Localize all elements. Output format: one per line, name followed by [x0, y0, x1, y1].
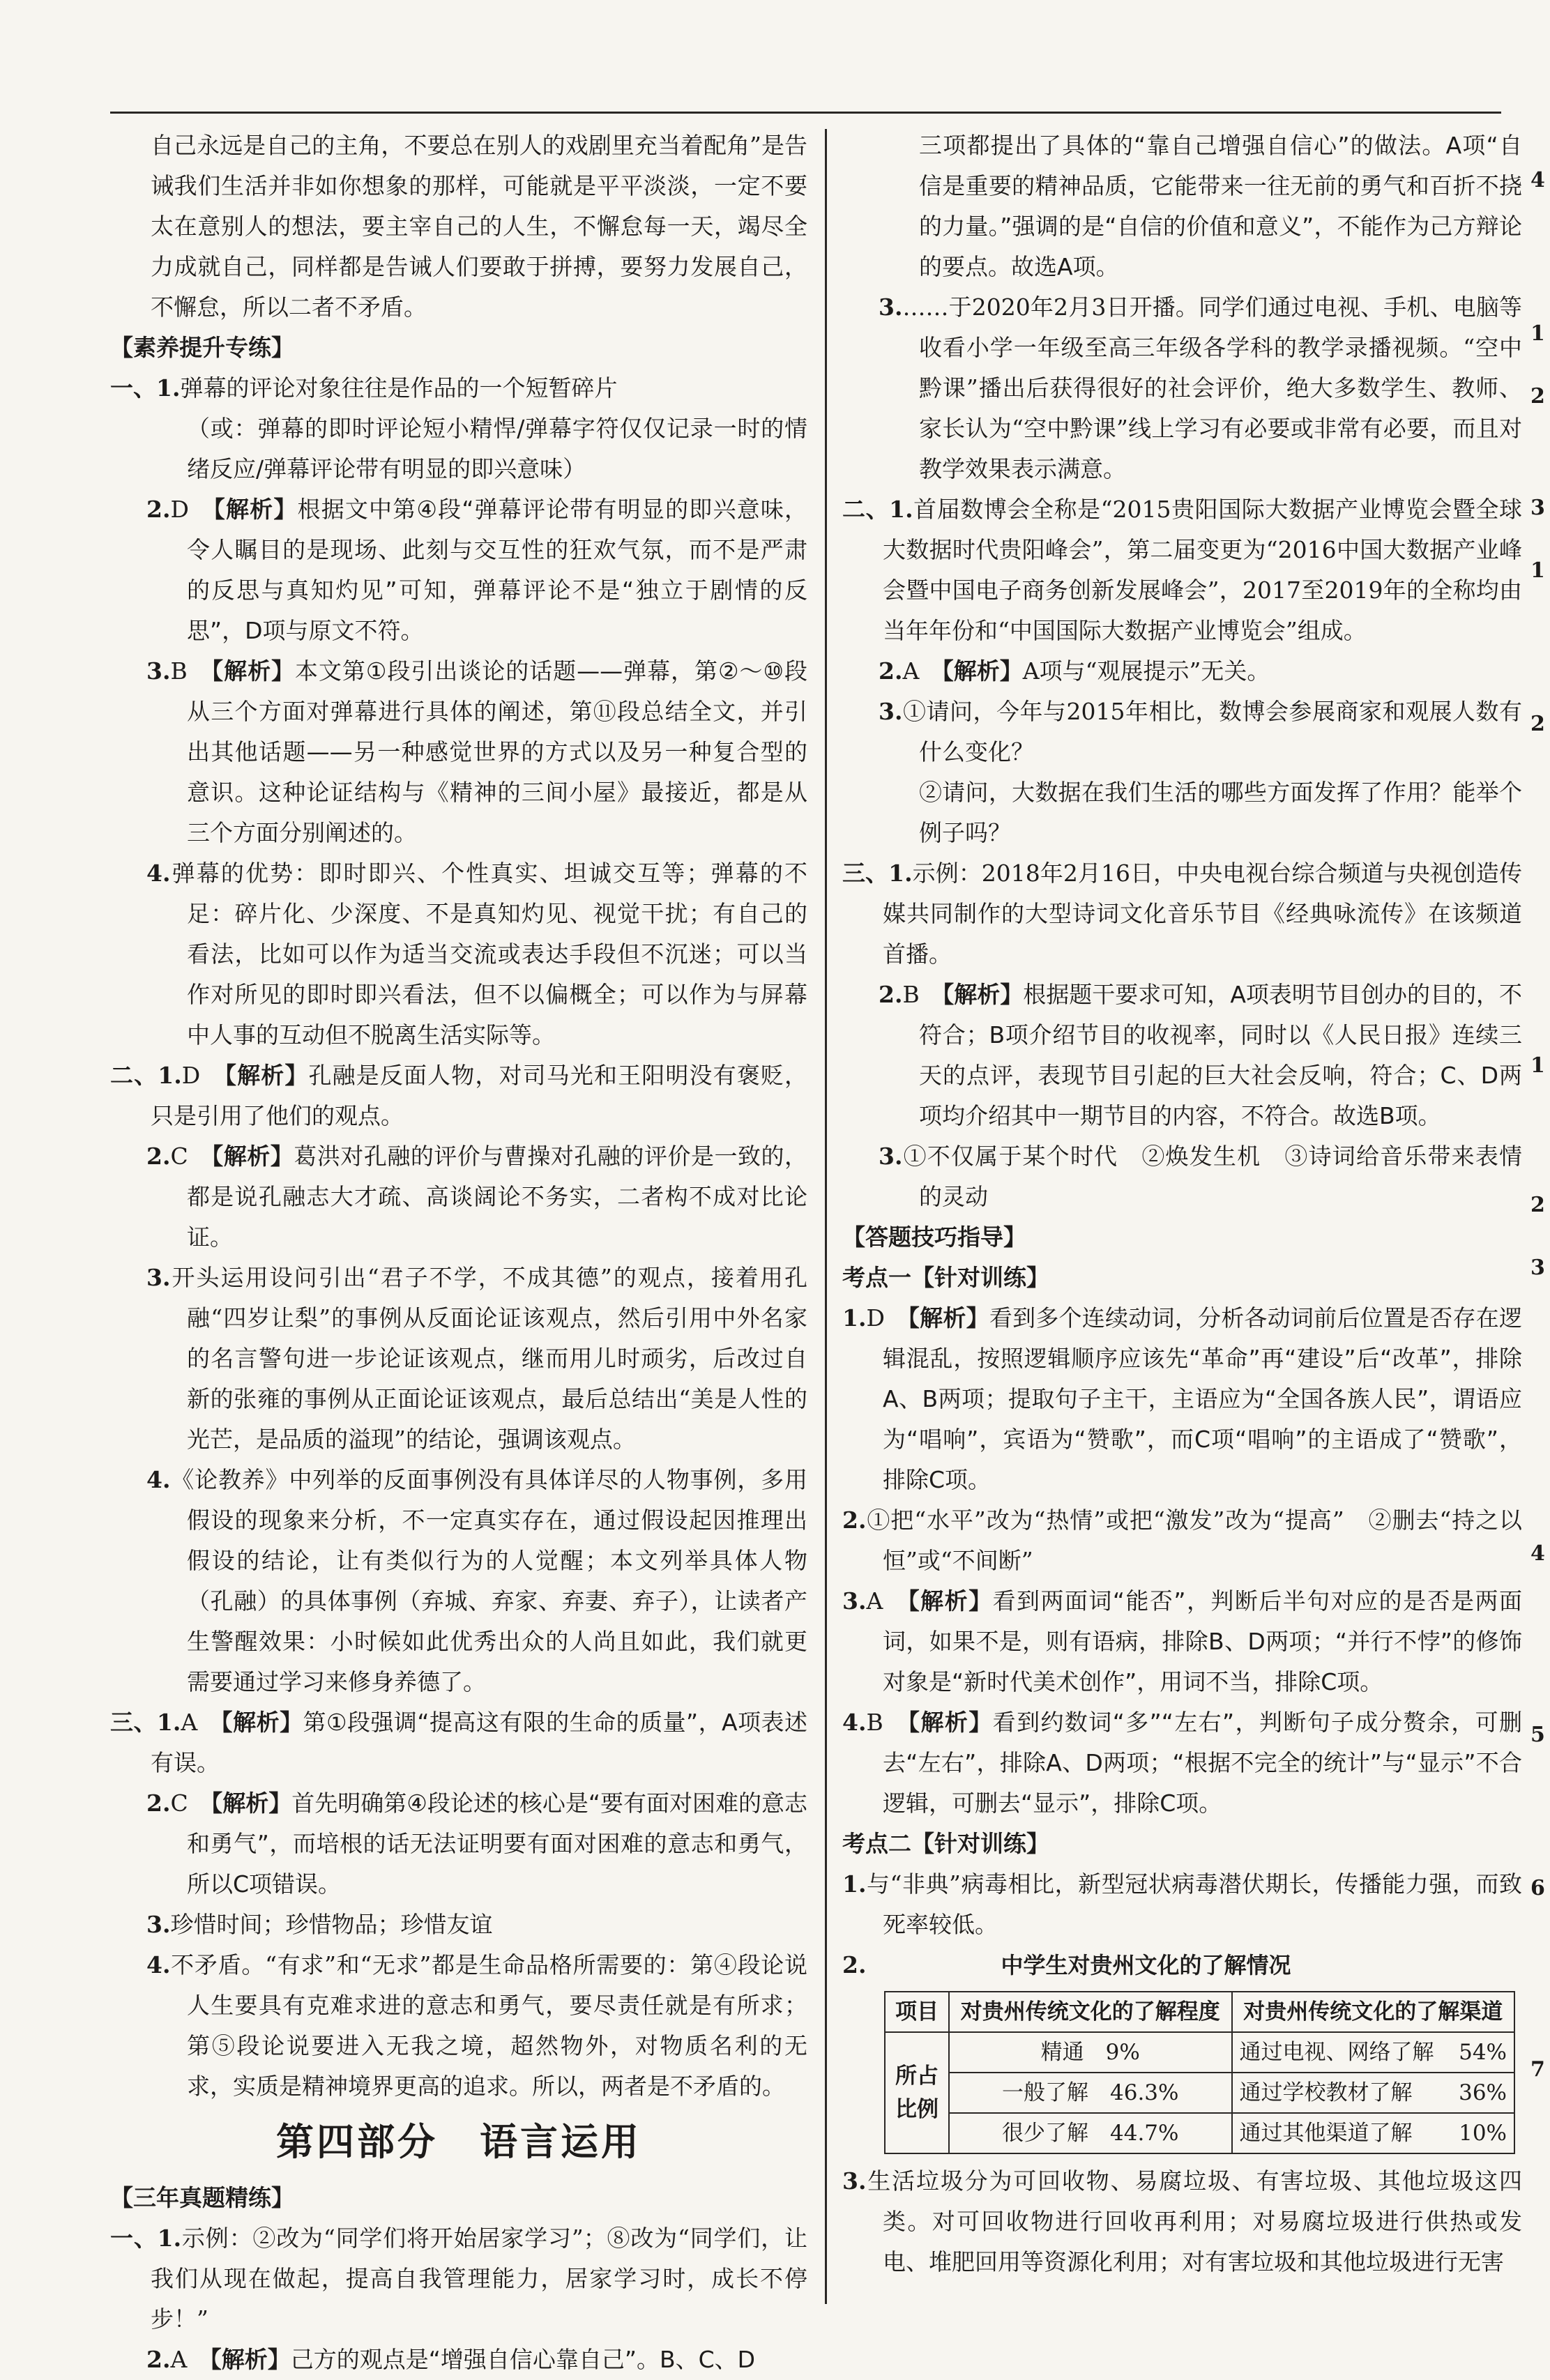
analysis-tag: 【解析】 [942, 657, 1023, 685]
column-divider [825, 129, 827, 2304]
answer-text: 自己永远是自己的主角，不要总在别人的戏剧里充当着配角”是告诫我们生活并非如你想象的那样，可能就是平平淡淡，一定不要太在意别人的想法，要主宰自己的人生，不懈怠每一天，竭尽全力成就自己，同样都是告诫人们要敢于拼搏，要努力发展自己，不懈怠，所以二者不矛盾。 [151, 132, 807, 321]
section-heading [110, 328, 807, 368]
right-column-tail [842, 2161, 1522, 2282]
answer-text: 本文第①段引出谈论的话题——弹幕，第②～⑩段从三个方面对弹幕进行具体的阐述，第⑪段总结全文，并引出其他话题——另一种感觉世界的方式以及另一种复合型的意识。这种论证结构与《精神的三间小屋》最接近，都是从三个方面分别阐述的。 [187, 657, 807, 846]
edge-mark: 7 [1530, 2057, 1545, 2082]
channel-label: 通过其他渠道了解 [1239, 2121, 1413, 2146]
answer-text: 【答题技巧指导】 [842, 1223, 1026, 1251]
answer-paragraph [110, 1460, 807, 1702]
answer-text: 【素养提升专练】 [110, 334, 294, 361]
answer-paragraph [842, 651, 1522, 692]
answer-paragraph [842, 975, 1522, 1136]
answer-paragraph [110, 1783, 807, 1905]
question-number: 二、1. [842, 496, 913, 523]
answer-paragraph [842, 772, 1522, 853]
section-heading [110, 2178, 807, 2218]
answer-paragraph [842, 2161, 1522, 2282]
analysis-tag: 【解析】 [210, 2346, 291, 2373]
answer-text: ……于2020年2月3日开播。同学们通过电视、手机、电脑等收看小学一年级至高三年级各学科的教学录播视频。“空中黔课”播出后获得很好的社会评价，绝大多数学生、教师、家长认为“空中黔课”线上学习有必要或非常有必要，而且对教学效果表示满意。 [902, 293, 1522, 482]
answer-text: 第①段强调“提高这有限的生命的质量”，A项表述有误。 [151, 1709, 808, 1776]
edge-mark: 3 [1530, 1256, 1545, 1280]
question-number: 1. [842, 1870, 867, 1898]
answer-paragraph [110, 1258, 807, 1460]
section-heading [842, 1824, 1522, 1864]
answer-text: 考点二【针对训练】 [842, 1830, 1049, 1857]
question-number: 3. [879, 293, 903, 321]
channel-value: 36% [1459, 2080, 1507, 2105]
answer-paragraph [842, 1298, 1522, 1500]
channel-value: 10% [1459, 2121, 1507, 2146]
answer-paragraph [842, 287, 1522, 489]
answer-text: A [170, 2346, 211, 2373]
table-title: 中学生对贵州文化的了解情况 [1001, 1952, 1291, 1978]
analysis-tag: 【解析】 [908, 1709, 993, 1736]
answer-text: B [902, 981, 943, 1008]
answer-text: A [902, 657, 943, 685]
answer-text: 弹幕的评论对象往往是作品的一个短暂碎片 [180, 374, 618, 402]
answer-text: 看到两面词“能否”，判断后半句对应的是否是两面词，如果不是，则有语病，排除B、D两项；“并行不悖”的修饰对象是“新时代美术创作”，用词不当，排除C项。 [883, 1587, 1522, 1695]
answer-text: 三项都提出了具体的“靠自己增强自信心”的做法。A项“自信是重要的精神品质，它能带来一往无前的勇气和百折不挠的力量。”强调的是“自信的价值和意义”，不能作为己方辩论的要点。故选A项。 [919, 132, 1522, 280]
question-number: 3. [146, 1264, 171, 1291]
answer-text: 考点一【针对训练】 [842, 1264, 1049, 1291]
edge-mark: 2 [1530, 1193, 1545, 1217]
answer-paragraph [842, 1581, 1522, 1702]
survey-table [884, 1991, 1515, 2154]
answer-text: 与“非典”病毒相比，新型冠状病毒潜伏期长，传播能力强，而致死率较低。 [866, 1870, 1522, 1938]
degree-label: 一般了解 [1002, 2080, 1088, 2105]
degree-value: 9% [1105, 2040, 1140, 2065]
question-number: 三、1. [110, 1709, 181, 1736]
table-cell-channel [1232, 2073, 1515, 2113]
edge-mark: 1 [1530, 321, 1545, 346]
question-number: 2. [879, 657, 903, 685]
answer-text: D [170, 496, 214, 523]
analysis-tag: 【解析】 [211, 657, 295, 685]
answer-text: 看到多个连续动词，分析各动词前后位置是否存在逻辑混乱，按照逻辑顺序应该先“革命”再“建设”后“改革”，排除A、B两项；提取句子主干，主语应为“全国各族人民”，谓语应为“唱响”，宾语为“赞歌”，而C项“唱响”的主语成了“赞歌”，排除C项。 [883, 1304, 1523, 1493]
answer-paragraph [110, 409, 807, 489]
channel-label: 通过电视、网络了解 [1239, 2040, 1434, 2065]
answer-text: D [181, 1062, 225, 1089]
answer-text: 示例：2018年2月16日，中央电视台综合频道与央视创造传媒共同制作的大型诗词文化音乐节目《经典咏流传》在该频道首播。 [883, 860, 1522, 968]
question-number: 2. [879, 981, 903, 1008]
answer-text: 首届数博会全称是“2015贵阳国际大数据产业博览会暨全球大数据时代贵阳峰会”，第二届变更为“2016中国大数据产业峰会暨中国电子商务创新发展峰会”，2017至2019年的全称均由当年年份和“中国国际大数据产业博览会”组成。 [883, 496, 1523, 644]
answer-text: B [170, 657, 212, 685]
answer-text: 不矛盾。“有求”和“无求”都是生命品格所需要的：第④段论说人生要具有克难求进的意志和勇气，要尽责任就是有所求；第⑤段论说要进入无我之境，超然物外，对物质名利的无求，实质是精神境界更高的追求。所以，两者是不矛盾的。 [170, 1951, 807, 2100]
degree-label: 很少了解 [1002, 2121, 1088, 2146]
left-column [110, 125, 807, 2380]
answer-paragraph [110, 651, 807, 853]
question-number: 2. [146, 1790, 171, 1817]
degree-label: 精通 [1040, 2040, 1084, 2065]
edge-mark: 3 [1530, 496, 1545, 520]
answer-paragraph [842, 1136, 1522, 1217]
channel-value: 54% [1459, 2040, 1507, 2065]
question-number: 一、1. [110, 374, 181, 402]
question-number: 1. [842, 1304, 867, 1332]
right-column-main [842, 125, 1522, 1945]
question-number: 一、1. [110, 2225, 182, 2252]
answer-paragraph [842, 853, 1522, 975]
answer-paragraph [110, 1702, 807, 1783]
part-title [110, 2111, 807, 2174]
table-row [885, 2113, 1514, 2153]
answer-paragraph [842, 692, 1522, 772]
edge-mark: 1 [1530, 558, 1545, 583]
analysis-tag: 【解析】 [221, 1709, 303, 1736]
section-heading [842, 1217, 1522, 1258]
answer-text: C [170, 1790, 211, 1817]
question-number: 4. [146, 860, 171, 887]
edge-mark: 2 [1530, 712, 1545, 736]
degree-value: 44.7% [1110, 2121, 1179, 2146]
answer-text: ①不仅属于某个时代 ②焕发生机 ③诗词给音乐带来表情的灵动 [902, 1143, 1522, 1210]
question-number: 3. [879, 1143, 903, 1170]
answer-text: 开头运用设问引出“君子不学，不成其德”的观点，接着用孔融“四岁让梨”的事例从反面论证该观点，然后引用中外名家的名言警句进一步论证该观点，继而用儿时顽劣，后改过自新的张雍的事例从正面论证该观点，最后总结出“美是人性的光芒，是品质的溢现”的结论，强调该观点。 [170, 1264, 807, 1453]
answer-text: B [866, 1709, 909, 1736]
question-number: 4. [146, 1466, 171, 1493]
answer-text: ①请问，今年与2015年相比，数博会参展商家和观展人数有什么变化？ [902, 698, 1522, 765]
answer-paragraph [110, 368, 807, 409]
answer-paragraph [842, 1702, 1522, 1824]
answer-text: 弹幕的优势：即时即兴、个性真实、坦诚交互等；弹幕的不足：碎片化、少深度、不是真知灼见、视觉干扰；有自己的看法，比如可以作为适当交流或表达手段但不沉迷；可以当作对所见的即时即兴看法，但不以偏概全；可以作为与屏幕中人事的互动但不脱离生活实际等。 [170, 860, 807, 1048]
question-number: 3. [842, 1587, 867, 1615]
analysis-tag: 【解析】 [908, 1587, 993, 1615]
table-cell-channel [1232, 2113, 1515, 2153]
answer-text: C [170, 1143, 212, 1170]
edge-mark: 5 [1530, 1723, 1545, 1747]
answer-text: A项与“观展提示”无关。 [1022, 657, 1270, 685]
section-heading [842, 1258, 1522, 1298]
answer-paragraph [110, 1905, 807, 1945]
table-header-channel: 对贵州传统文化的了解渠道 [1232, 1992, 1515, 2032]
analysis-tag: 【解析】 [908, 1304, 989, 1332]
answer-text: 孔融是反面人物，对司马光和王阳明没有褒贬，只是引用了他们的观点。 [151, 1062, 808, 1129]
answer-text: 示例：②改为“同学们将开始居家学习”；⑧改为“同学们，让我们从现在做起，提高自我管理能力，居家学习时，成长不停步！” [151, 2225, 807, 2333]
table-cell-degree [949, 2073, 1232, 2113]
question-number: 3. [146, 657, 171, 685]
table-header-degree: 对贵州传统文化的了解程度 [949, 1992, 1232, 2032]
answer-text: 己方的观点是“增强自信心靠自己”。B、C、D [290, 2346, 756, 2373]
question-number: 4. [842, 1709, 867, 1736]
table-cell-channel [1232, 2032, 1515, 2073]
question-number: 2. [146, 496, 171, 523]
question-number: 2. [842, 1506, 867, 1534]
table-header-item: 项目 [885, 1992, 949, 2032]
answer-text: 首先明确第④段论述的核心是“要有面对困难的意志和勇气”，而培根的话无法证明要有面对困难的意志和勇气，所以C项错误。 [187, 1790, 808, 1898]
answer-paragraph [110, 489, 807, 651]
answer-text: 【三年真题精练】 [110, 2184, 294, 2211]
channel-label: 通过学校教材了解 [1239, 2080, 1413, 2105]
answer-text: A [181, 1709, 222, 1736]
answer-paragraph [842, 1864, 1522, 1945]
answer-text: 根据文中第④段“弹幕评论带有明显的即兴意味，令人瞩目的是现场、此刻与交互性的狂欢气氛，而不是严肃的反思与真知灼见”可知，弹幕评论不是“独立于剧情的反思”，D项与原文不符。 [187, 496, 807, 644]
answer-text: 第四部分 [276, 2120, 438, 2164]
answer-paragraph [110, 853, 807, 1055]
analysis-tag: 【解析】 [213, 496, 298, 523]
answer-text: ②请问，大数据在我们生活的哪些方面发挥了作用？能举个例子吗？ [919, 779, 1522, 846]
answer-text: 珍惜时间；珍惜物品；珍惜友谊 [170, 1911, 493, 1938]
answer-paragraph [110, 2218, 807, 2340]
table-question [842, 1945, 1522, 2154]
question-number: 2. [146, 1143, 171, 1170]
answer-text: 语言运用 [480, 2120, 641, 2164]
edge-mark: 4 [1530, 1541, 1545, 1566]
answer-paragraph [842, 125, 1522, 287]
analysis-tag: 【解析】 [211, 1790, 292, 1817]
answer-text: 生活垃圾分为可回收物、易腐垃圾、有害垃圾、其他垃圾这四类。对可回收物进行回收再利用；对易腐垃圾进行供热或发电、堆肥回用等资源化利用；对有害垃圾和其他垃圾进行无害 [866, 2167, 1522, 2275]
question-number: 三、1. [842, 860, 913, 887]
top-rule [110, 112, 1501, 114]
answer-paragraph [842, 1500, 1522, 1581]
answer-paragraph [110, 1136, 807, 1258]
answer-text: 葛洪对孔融的评价与曹操对孔融的评价是一致的，都是说孔融志大才疏、高谈阔论不务实，二者构不成对比论证。 [187, 1143, 808, 1251]
answer-paragraph [110, 125, 807, 328]
analysis-tag: 【解析】 [211, 1143, 294, 1170]
analysis-tag: 【解析】 [942, 981, 1024, 1008]
table-cell-degree [949, 2113, 1232, 2153]
edge-mark: 6 [1530, 1876, 1545, 1900]
question-number: 3. [879, 698, 903, 725]
question-number: 3. [842, 2167, 867, 2195]
table-row [885, 2032, 1514, 2073]
table-question-number: 2. [842, 1951, 867, 1978]
table-cell-degree [949, 2032, 1232, 2073]
edge-mark: 1 [1530, 1053, 1545, 1078]
answer-paragraph [110, 2340, 807, 2380]
question-number: 二、1. [110, 1062, 182, 1089]
answer-text: A [866, 1587, 909, 1615]
answer-text: D [866, 1304, 909, 1332]
table-row-header: 所占比例 [885, 2032, 949, 2153]
answer-text: 看到约数词“多”“左右”，判断句子成分赘余，可删去“左右”，排除A、D两项；“根据不完全的统计”与“显示”不合逻辑，可删去“显示”，排除C项。 [883, 1709, 1523, 1817]
edge-mark: 4 [1530, 168, 1545, 192]
right-column [842, 125, 1522, 2282]
edge-mark: 2 [1530, 384, 1545, 409]
answer-text: 《论教养》中列举的反面事例没有具体详尽的人物事例，多用假设的现象来分析，不一定真实存在，通过假设起因推理出假设的结论，让有类似行为的人觉醒；本文列举具体人物（孔融）的具体事例（弃城、弃家、弃妻、弃子），让读者产生警醒效果：小时候如此优秀出众的人尚且如此，我们就更需要通过学习来修身养德了。 [170, 1466, 807, 1695]
answer-text: ①把“水平”改为“热情”或把“激发”改为“提高” ②删去“持之以恒”或“不间断” [866, 1506, 1522, 1574]
answer-text: （或：弹幕的即时评论短小精悍/弹幕字符仅仅记录一时的情绪反应/弹幕评论带有明显的即兴意味） [187, 415, 807, 482]
answer-paragraph [110, 1055, 807, 1136]
table-row [885, 2073, 1514, 2113]
answer-paragraph [110, 1945, 807, 2107]
answer-text: 根据题干要求可知，A项表明节目创办的目的，不符合；B项介绍节目的收视率，同时以《人民日报》连续三天的点评，表现节目引起的巨大社会反响，符合；C、D两项均介绍其中一期节目的内容，不符合。故选B项。 [919, 981, 1522, 1129]
degree-value: 46.3% [1110, 2080, 1179, 2105]
table-header-row [885, 1992, 1514, 2032]
question-number: 2. [146, 2346, 171, 2373]
analysis-tag: 【解析】 [225, 1062, 309, 1089]
answer-paragraph [842, 489, 1522, 651]
question-number: 4. [146, 1951, 171, 1978]
question-number: 3. [146, 1911, 171, 1938]
